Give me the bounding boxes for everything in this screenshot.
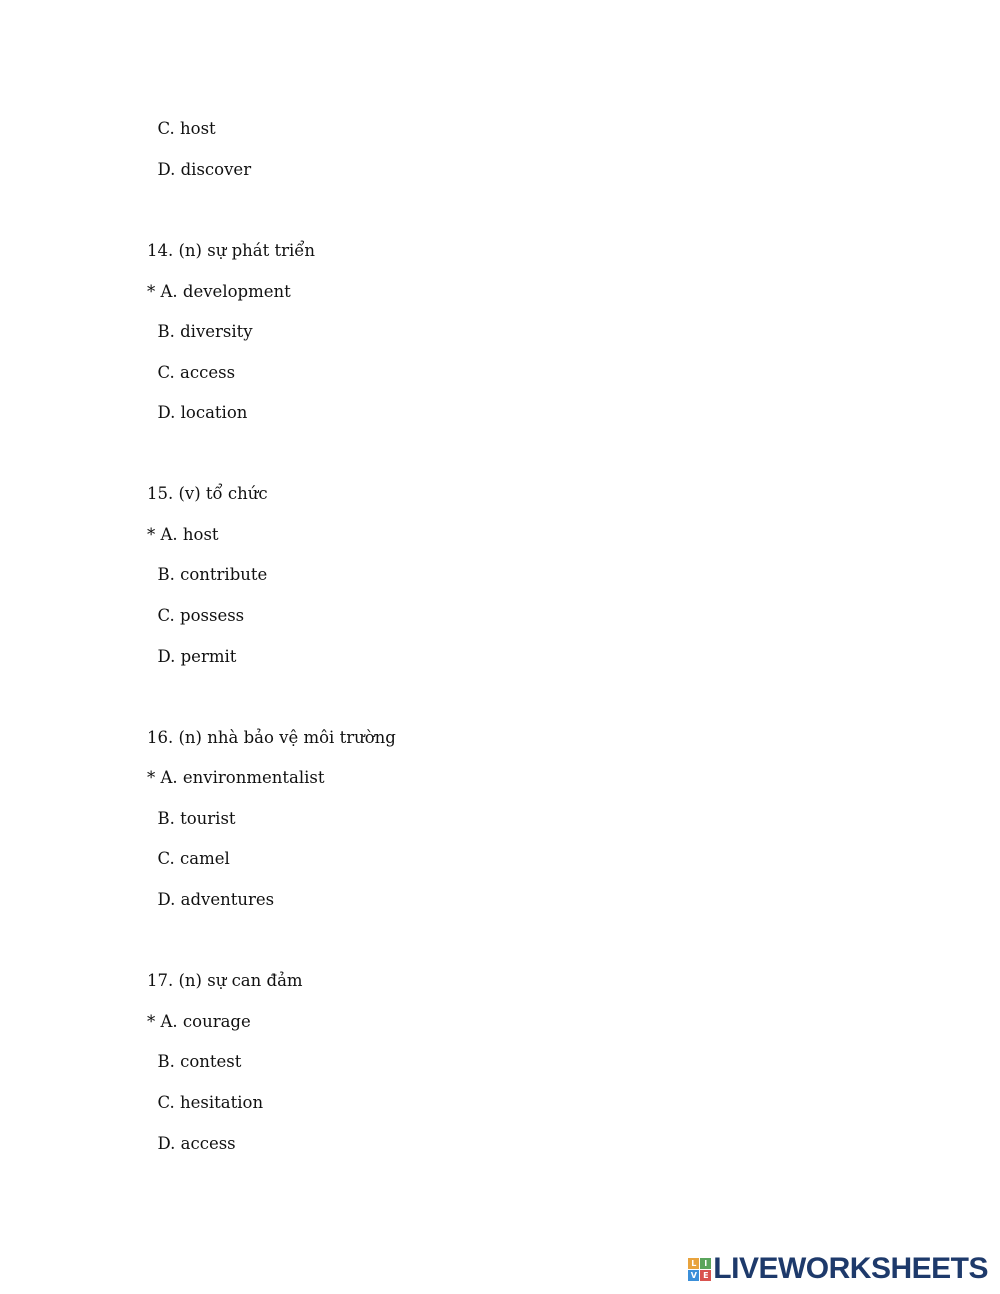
answer-line: * A. host: [147, 525, 219, 544]
logo-mark-letter: E: [700, 1270, 711, 1281]
option-line: C. possess: [147, 606, 245, 625]
option-line: B. contest: [147, 1052, 242, 1071]
option-line: D. access: [147, 1134, 236, 1153]
question-line: 14. (n) sự phát triển: [147, 241, 316, 260]
option-line: C. host: [147, 119, 216, 138]
option-line: D. adventures: [147, 890, 275, 909]
option-line: C. camel: [147, 849, 230, 868]
question-line: 16. (n) nhà bảo vệ môi trường: [147, 728, 396, 747]
question-line: 17. (n) sự can đảm: [147, 971, 303, 990]
option-line: B. tourist: [147, 809, 236, 828]
option-line: B. diversity: [147, 322, 253, 341]
liveworksheets-logo: [688, 1253, 988, 1285]
logo-mark-letter: V: [688, 1270, 699, 1281]
option-line: C. access: [147, 363, 236, 382]
logo-text: LIVEWORKSHEETS: [713, 1252, 988, 1285]
option-line: D. location: [147, 403, 248, 422]
logo-mark-letter: L: [688, 1258, 699, 1269]
logo-mark-letter: I: [700, 1258, 711, 1269]
option-line: D. permit: [147, 647, 237, 666]
answer-line: * A. development: [147, 282, 291, 301]
answer-line: * A. courage: [147, 1012, 251, 1031]
logo-mark-icon: [688, 1258, 711, 1281]
option-line: D. discover: [147, 160, 252, 179]
option-line: C. hesitation: [147, 1093, 264, 1112]
answer-line: * A. environmentalist: [147, 768, 325, 787]
question-line: 15. (v) tổ chức: [147, 484, 268, 503]
option-line: B. contribute: [147, 565, 268, 584]
